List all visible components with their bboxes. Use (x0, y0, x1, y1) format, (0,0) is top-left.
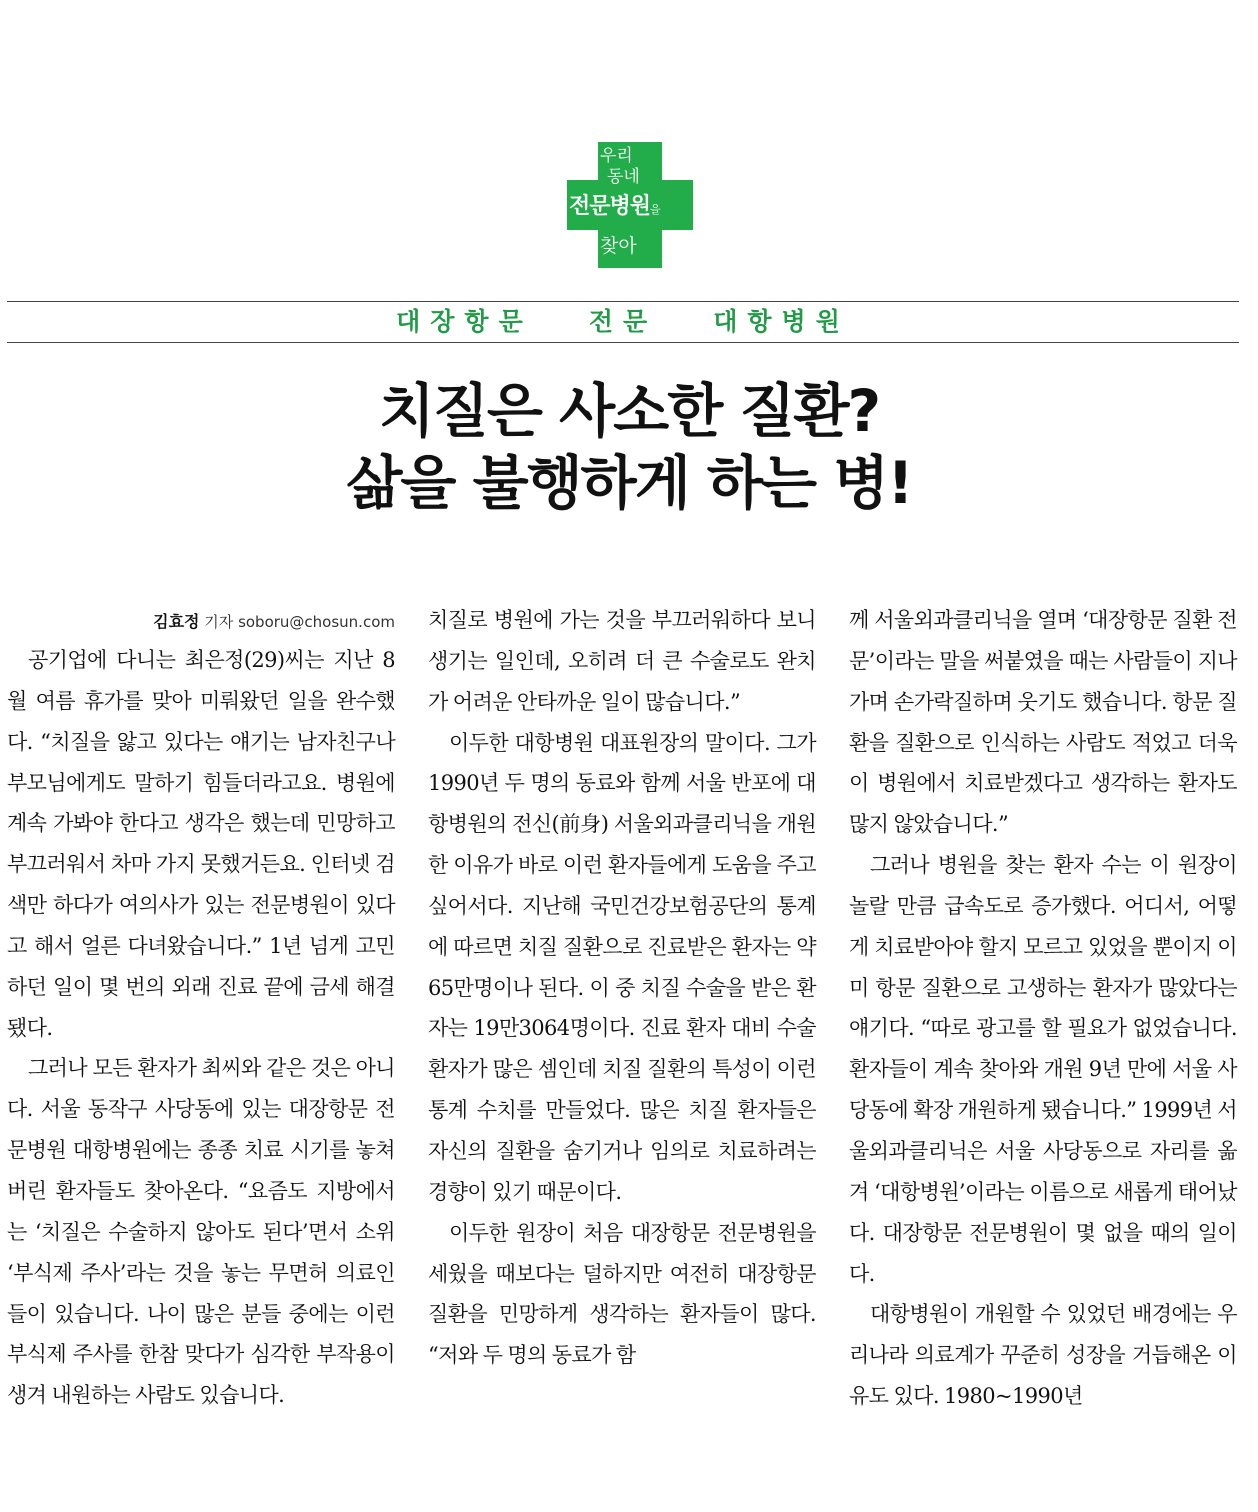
paragraph: 그러나 병원을 찾는 환자 수는 이 원장이 놀랄 만큼 급속도로 증가했다. 어디서, 어떻게 치료받아야 할지 모르고 있었을 뿐이지 이미 항문 질환으로 고생하는 환자가 많았다는 얘기다. “따로 광고를 할 필요가 없었습니다. 환자들이 계속 찾아와 개원 9년 만에 서울 사당동에 확장 개원하게 됐습니다.” 1999년 서울외과클리닉은 서울 사당동으로 자리를 옮겨 ‘대항병원’이라는 이름으로 새롭게 태어났다. 대장항문 전문병원이 몇 없을 때의 일이다. (849, 853, 1237, 1286)
paragraph: 이두한 원장이 처음 대장항문 전문병원을 세웠을 때보다는 덜하지만 여전히 대장항문 질환을 민망하게 생각하는 환자들이 많다. “저와 두 명의 동료가 함 (428, 1220, 816, 1368)
article-column-3 (849, 600, 1237, 1417)
article-column-1 (7, 600, 395, 1416)
paragraph: 대항병원이 개원할 수 있었던 배경에는 우리나라 의료계가 꾸준히 성장을 거듭해온 이유도 있다. 1980~1990년 (849, 1302, 1237, 1409)
logo-line-4: 찾아 (600, 235, 637, 257)
logo-line-3 (569, 194, 661, 223)
paragraph: 공기업에 다니는 최은정(29)씨는 지난 8월 여름 휴가를 맞아 미뤄왔던 일을 완수했다. “치질을 앓고 있다는 얘기는 남자친구나 부모님에게도 말하기 힘들더라고요. 병원에 계속 가봐야 한다고 생각은 했는데 민망하고 부끄러워서 차마 가지 못했거든요. 인터넷 검색만 하다가 여의사가 있는 전문병원이 있다고 해서 얼른 다녀왔습니다.” 1년 넘게 고민하던 일이 몇 번의 외래 진료 끝에 금세 해결됐다. (7, 648, 395, 1040)
paragraph: 이두한 대항병원 대표원장의 말이다. 그가 1990년 두 명의 동료와 함께 서울 반포에 대항병원의 전신(前身) 서울외과클리닉을 개원한 이유가 바로 이런 환자들에게 도움을 주고 싶어서다. 지난해 국민건강보험공단의 통계에 따르면 치질 질환으로 진료받은 환자는 약 65만명이나 된다. 이 중 치질 수술을 받은 환자는 19만3064명이다. 진료 환자 대비 수술 환자가 많은 셈인데 치질 질환의 특성이 이런 통계 수치를 만들었다. 많은 치질 환자들은 자신의 질환을 숨기거나 임의로 치료하려는 경향이 있기 때문이다. (428, 730, 816, 1204)
paragraph: 치질로 병원에 가는 것을 부끄러워하다 보니 생기는 일인데, 오히려 더 큰 수술로도 완치가 어려운 안타까운 일이 많습니다.” (428, 608, 816, 714)
byline-email: soboru@chosun.com (238, 613, 395, 631)
article-column-2 (428, 600, 816, 1376)
headline-line-1: 치질은 사소한 질환? (378, 377, 880, 445)
byline (7, 600, 395, 640)
headline-line-2: 삶을 불행하게 하는 병! (346, 449, 912, 517)
logo-line-3-main: 전문병원 (569, 194, 651, 219)
headline (0, 375, 1258, 519)
paragraph: 께 서울외과클리닉을 열며 ‘대장항문 질환 전문’이라는 말을 써붙였을 때는 사람들이 지나가며 손가락질하며 웃기도 했습니다. 항문 질환을 질환으로 인식하는 사람도 적었고 더욱이 병원에서 치료받겠다고 생각하는 환자도 많지 않았습니다.” (849, 608, 1237, 837)
logo-line-1: 우리 (600, 146, 633, 166)
section-title: 대장항문 전문 대항병원 (396, 307, 850, 336)
logo-line-3-particle: 을 (650, 203, 661, 216)
byline-name: 김효정 (153, 612, 200, 631)
byline-role: 기자 (204, 613, 234, 631)
paragraph: 그러나 모든 환자가 최씨와 같은 것은 아니다. 서울 동작구 사당동에 있는 대장항문 전문병원 대항병원에는 종종 치료 시기를 놓쳐버린 환자들도 찾아온다. “요즘도 지방에서는 ‘치질은 수술하지 않아도 된다’면서 소위 ‘부식제 주사’라는 것을 놓는 무면허 의료인들이 있습니다. 나이 많은 분들 중에는 이런 부식제 주사를 한참 맞다가 심각한 부작용이 생겨 내원하는 사람도 있습니다. (7, 1056, 395, 1408)
section-rule-bottom (7, 342, 1239, 343)
logo-line-2: 동네 (607, 167, 640, 187)
series-logo (567, 142, 693, 268)
